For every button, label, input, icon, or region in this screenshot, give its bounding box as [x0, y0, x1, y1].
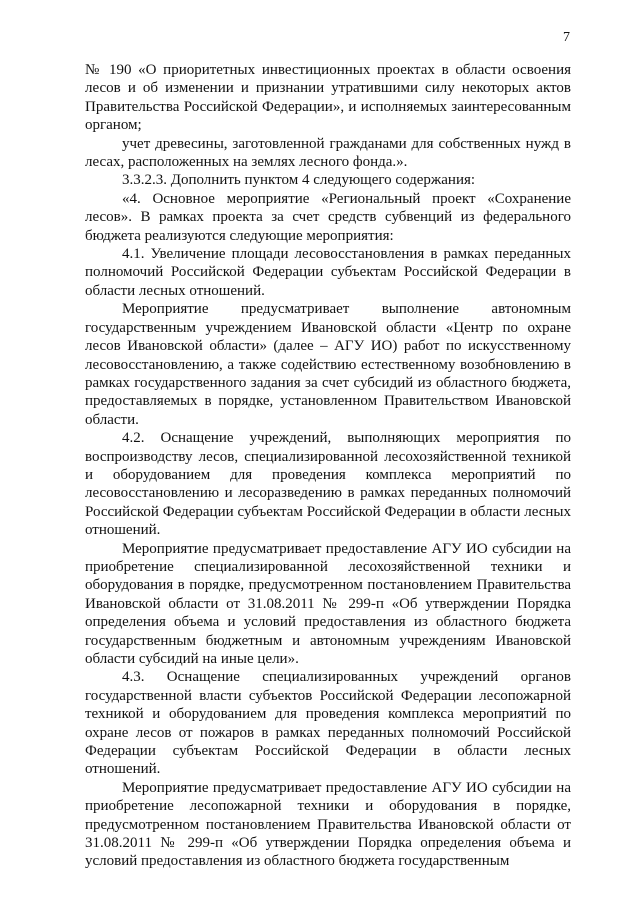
paragraph-6: Мероприятие предусматривает выполнение автономным государственным учреждением Ивановской области «Центр по охране лесов Ивановской области» (далее – АГУ ИО) работ по искусственному лесовосстановлению, а также содействию естественному возобновлению в рамках государственного задания за счет субсидий из областного бюджета, предоставляемых в порядке, установленном Правительством Ивановской области. [85, 301, 571, 428]
paragraph-4: «4. Основное мероприятие «Региональный проект «Сохранение лесов». В рамках проекта за счет средств субвенций из федерального бюджета реализуются следующие мероприятия: [85, 190, 571, 244]
paragraph-2: учет древесины, заготовленной гражданами для собственных нужд в лесах, расположенных на землях лесного фонда.». [85, 135, 571, 171]
paragraph-5: 4.1. Увеличение площади лесовосстановления в рамках переданных полномочий Российской Федерации субъектам Российской Федерации в области лесных отношений. [85, 246, 571, 299]
document-body [85, 61, 571, 871]
paragraph-9: 4.3. Оснащение специализированных учреждений органов государственной власти субъектов Российской Федерации лесопожарной техникой и оборудованием для проведения комплекса мероприятий по охране лесов от пожаров в рамках переданных полномочий Российской Федерации субъектам Российской Федерации в области лесных отношений. [85, 669, 571, 778]
paragraph-10: Мероприятие предусматривает предоставление АГУ ИО субсидии на приобретение лесопожарной техники и оборудования в порядке, предусмотренном постановлением Правительства Ивановской области от 31.08.2011 № 299-п «Об утверждении Порядка определения объема и условий предоставления из областного бюджета государственным [85, 779, 571, 870]
paragraph-7: 4.2. Оснащение учреждений, выполняющих мероприятия по воспроизводству лесов, специализированной лесохозяйственной техникой и оборудованием для проведения комплекса мероприятий по лесовосстановлению и лесоразведению в рамках переданных полномочий Российской Федерации субъектам Российской Федерации в области лесных отношений. [85, 430, 571, 539]
paragraph-1: № 190 «О приоритетных инвестиционных проектах в области освоения лесов и об изменении и признании утратившими силу некоторых актов Правительства Российской Федерации», и исполняемых заинтересованным органом; [85, 62, 571, 134]
paragraph-3: 3.3.2.3. Дополнить пунктом 4 следующего содержания: [122, 172, 476, 189]
paragraph-8: Мероприятие предусматривает предоставление АГУ ИО субсидии на приобретение специализированной лесохозяйственной техники и оборудования в порядке, предусмотренном постановлением Правительства Ивановской области от 31.08.2011 № 299-п «Об утверждении Порядка определения объема и условий предоставления из областного бюджета государственным бюджетным и автономным учреждениям Ивановской области субсидий на иные цели». [85, 540, 571, 667]
page-number: 7 [563, 30, 570, 45]
